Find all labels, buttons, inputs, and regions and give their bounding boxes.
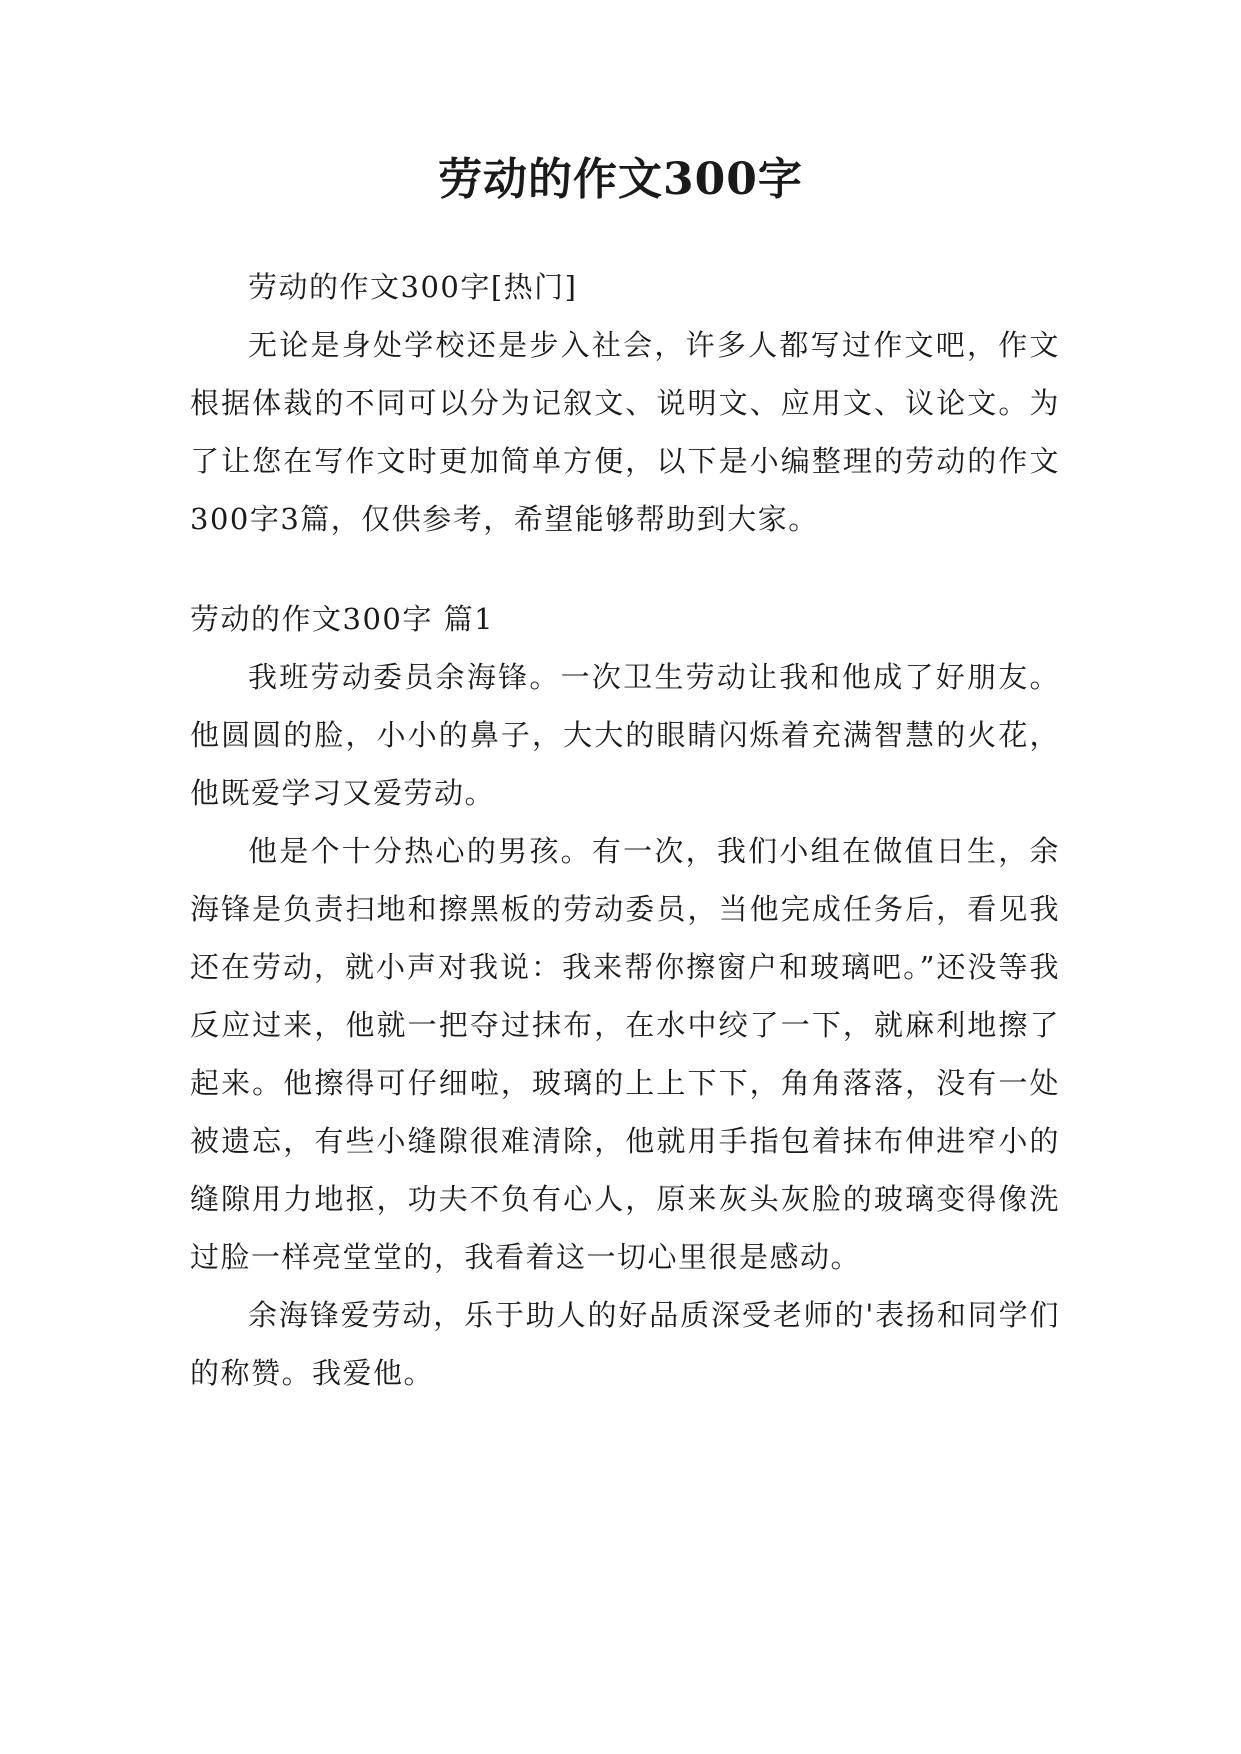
section-paragraph-1: 我班劳动委员余海锋。一次卫生劳动让我和他成了好朋友。他圆圆的脸，小小的鼻子，大大的眼睛闪烁着充满智慧的火花，他既爱学习又爱劳动。 — [190, 660, 1060, 810]
section-heading: 劳动的作文300字 篇1 — [190, 602, 495, 636]
intro-paragraph: 无论是身处学校还是步入社会，许多人都写过作文吧，作文根据体裁的不同可以分为记叙文、说明文、应用文、议论文。为了让您在写作文时更加简单方便，以下是小编整理的劳动的作文300字3篇，仅供参考，希望能够帮助到大家。 — [190, 328, 1060, 536]
section-paragraph-3: 余海锋爱劳动，乐于助人的好品质深受老师的'表扬和同学们的称赞。我爱他。 — [190, 1298, 1060, 1390]
intro-subtitle: 劳动的作文300字[热门] — [248, 270, 578, 304]
document-title: 劳动的作文300字 — [438, 154, 803, 205]
section-paragraph-2: 他是个十分热心的男孩。有一次，我们小组在做值日生，余海锋是负责扫地和擦黑板的劳动委员，当他完成任务后，看见我还在劳动，就小声对我说：我来帮你擦窗户和玻璃吧。”还没等我反应过来，他就一把夺过抹布，在水中绞了一下，就麻利地擦了起来。他擦得可仔细啦，玻璃的上上下下，角角落落，没有一处被遗忘，有些小缝隙很难清除，他就用手指包着抹布伸进窄小的缝隙用力地抠，功夫不负有心人，原来灰头灰脸的玻璃变得像洗过脸一样亮堂堂的，我看着这一切心里很是感动。 — [190, 834, 1060, 1274]
document-body — [190, 258, 1060, 1402]
